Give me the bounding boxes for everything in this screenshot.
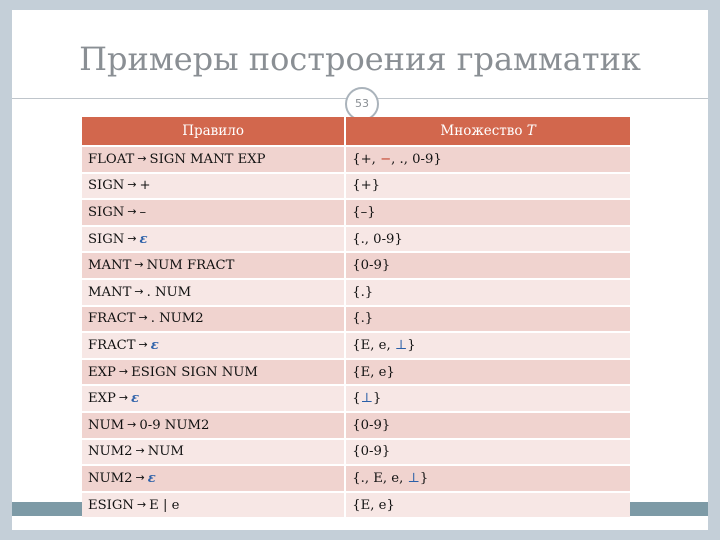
rule-rhs: ESIGN SIGN NUM (131, 364, 258, 380)
table-row (82, 199, 630, 226)
set-cell: {E, e} (345, 359, 630, 386)
rule-cell (82, 492, 345, 519)
arrow-icon: → (134, 258, 144, 272)
set-cell: {0-9} (345, 412, 630, 439)
set-cell: {–} (345, 199, 630, 226)
header-rule: Правило (82, 117, 345, 146)
rule-lhs: NUM2 (88, 470, 133, 486)
rule-cell (82, 385, 345, 412)
set-cell: {0-9} (345, 252, 630, 279)
rule-rhs: ε (139, 231, 148, 247)
rule-cell (82, 146, 345, 173)
set-cell: {., 0-9} (345, 226, 630, 253)
rule-lhs: MANT (88, 258, 132, 274)
rule-lhs: NUM (88, 417, 125, 433)
rule-cell (82, 226, 345, 253)
table-row (82, 439, 630, 466)
table-row (82, 252, 630, 279)
arrow-icon: → (138, 311, 148, 325)
end-marker-symbol: ⊥ (407, 470, 420, 486)
set-cell: {⊥} (345, 385, 630, 412)
rule-rhs: – (139, 204, 147, 220)
table-header-row (82, 117, 630, 146)
table-row (82, 492, 630, 519)
rule-rhs: E | e (149, 497, 180, 513)
header-set (345, 117, 630, 146)
rule-rhs: + (139, 178, 151, 194)
rule-lhs: SIGN (88, 231, 125, 247)
rule-cell (82, 439, 345, 466)
table-row (82, 146, 630, 173)
rule-lhs: SIGN (88, 204, 125, 220)
rule-cell (82, 173, 345, 200)
rule-rhs: NUM (147, 444, 184, 460)
rule-cell (82, 252, 345, 279)
table-row (82, 412, 630, 439)
rule-rhs: . NUM (146, 284, 192, 300)
header-set-symbol: T (526, 123, 536, 139)
rule-rhs: NUM FRACT (146, 258, 235, 274)
rule-cell (82, 332, 345, 359)
page-number-badge: 53 (345, 87, 379, 121)
table-row (82, 385, 630, 412)
rule-rhs: . NUM2 (150, 311, 204, 327)
table-body (82, 146, 630, 518)
end-marker-symbol: ⊥ (360, 391, 374, 407)
rule-cell (82, 465, 345, 492)
rule-rhs: ε (150, 337, 159, 353)
table-row (82, 332, 630, 359)
set-cell: {E, e} (345, 492, 630, 519)
table-row (82, 465, 630, 492)
set-cell: {.} (345, 279, 630, 306)
set-cell: {+, −, ., 0-9} (345, 146, 630, 173)
rule-lhs: ESIGN (88, 497, 134, 513)
table-row (82, 226, 630, 253)
table-row (82, 359, 630, 386)
rule-cell (82, 359, 345, 386)
rule-rhs: ε (147, 470, 156, 486)
table-row (82, 173, 630, 200)
set-cell: {0-9} (345, 439, 630, 466)
rule-lhs: FRACT (88, 311, 136, 327)
arrow-icon: → (127, 417, 137, 431)
rule-lhs: SIGN (88, 178, 125, 194)
rule-cell (82, 412, 345, 439)
rule-lhs: EXP (88, 364, 116, 380)
rule-lhs: FLOAT (88, 151, 135, 167)
table-row (82, 306, 630, 333)
set-cell: {+} (345, 173, 630, 200)
rule-cell (82, 279, 345, 306)
rule-lhs: MANT (88, 284, 132, 300)
arrow-icon: → (138, 337, 148, 351)
rule-cell (82, 306, 345, 333)
minus-symbol: − (380, 151, 392, 167)
rule-rhs: SIGN MANT EXP (149, 151, 266, 167)
arrow-icon: → (135, 470, 145, 484)
rule-rhs: 0-9 NUM2 (139, 417, 210, 433)
grammar-table (82, 117, 630, 519)
arrow-icon: → (134, 284, 144, 298)
set-cell: {., E, e, ⊥} (345, 465, 630, 492)
slide-title: Примеры построения грамматик (79, 40, 641, 78)
arrow-icon: → (127, 178, 137, 192)
rule-lhs: FRACT (88, 337, 136, 353)
rule-lhs: EXP (88, 391, 116, 407)
arrow-icon: → (118, 364, 129, 378)
rule-cell (82, 199, 345, 226)
arrow-icon: → (136, 497, 147, 511)
arrow-icon: → (135, 444, 145, 458)
set-cell: {E, e, ⊥} (345, 332, 630, 359)
end-marker-symbol: ⊥ (394, 337, 408, 353)
set-cell: {.} (345, 306, 630, 333)
rule-rhs: ε (131, 391, 140, 407)
arrow-icon: → (118, 391, 129, 405)
arrow-icon: → (127, 204, 137, 218)
arrow-icon: → (127, 231, 137, 245)
arrow-icon: → (137, 151, 147, 165)
rule-lhs: NUM2 (88, 444, 133, 460)
header-set-text: Множество (440, 123, 527, 139)
table-row (82, 279, 630, 306)
